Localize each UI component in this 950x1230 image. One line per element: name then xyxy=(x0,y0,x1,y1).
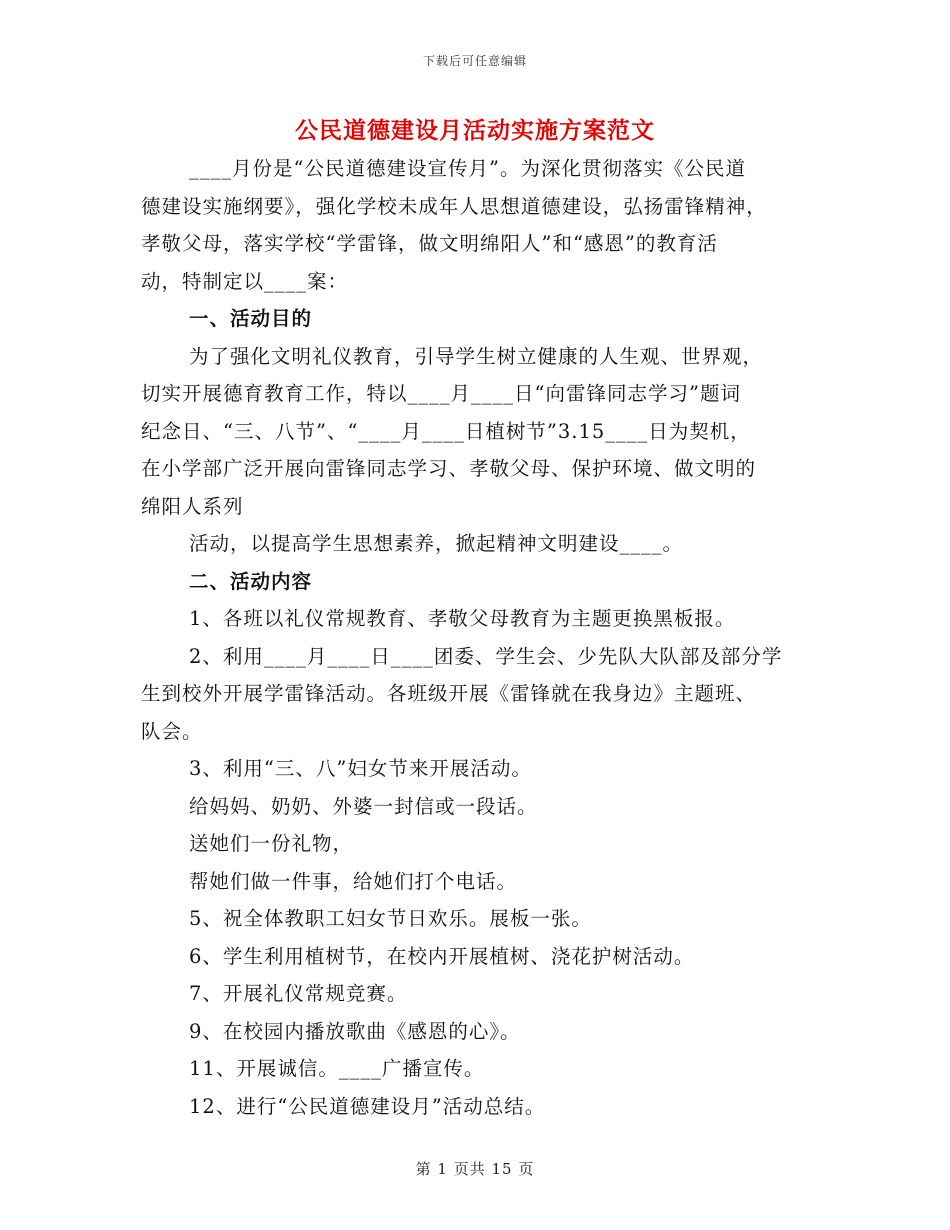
list-item: 1、各班以礼仪常规教育、孝敬父母教育为主题更换黑板报。 xyxy=(189,607,736,630)
header-note: 下载后可任意编辑 xyxy=(422,54,527,68)
paragraph-line: 孝敬父母，落实学校“学雷锋，做文明绵阳人”和“感恩”的教育活 xyxy=(141,232,718,255)
paragraph-line: 在小学部广泛开展向雷锋同志学习、孝敬父母、保护环境、做文明的 xyxy=(141,457,757,480)
paragraph-line: ____月份是“公民道德建设宣传月”。为深化贯彻落实《公民道 xyxy=(189,157,746,180)
paragraph-line: 活动，以提高学生思想素养，掀起精神文明建设____。 xyxy=(189,532,684,555)
list-item: 送她们一份礼物， xyxy=(189,832,354,855)
document-body xyxy=(141,150,809,1125)
list-item: 7、开展礼仪常规竞赛。 xyxy=(189,982,408,1005)
paragraph-line: 纪念日、“三、八节”、“____月____日植树节”3.15____日为契机， xyxy=(141,419,751,443)
paragraph-line: 动，特制定以____案： xyxy=(141,269,349,293)
list-item: 6、学生利用植树节，在校内开展植树、浇花护树活动。 xyxy=(189,944,695,968)
paragraph-line: 绵阳人系列 xyxy=(141,494,244,518)
paragraph-line: 为了强化文明礼仪教育，引导学生树立健康的人生观、世界观， xyxy=(189,344,764,368)
list-item: 2、利用____月____日____团委、学生会、少先队大队部及部分学 xyxy=(189,644,783,668)
list-item: 9、在校园内播放歌曲《感恩的心》。 xyxy=(189,1019,521,1043)
list-item: 11、开展诚信。____广播宣传。 xyxy=(189,1057,485,1080)
list-item: 12、进行“公民道德建设月”活动总结。 xyxy=(189,1094,546,1118)
paragraph-line: 切实开展德育教育工作，特以____月____日“向雷锋同志学习”题词 xyxy=(141,382,741,405)
section-heading-content: 二、活动内容 xyxy=(189,569,313,593)
list-item: 帮她们做一件事，给她们打个电话。 xyxy=(189,869,518,893)
list-item-continuation: 生到校外开展学雷锋活动。各班级开展《雷锋就在我身边》主题班、 xyxy=(141,682,757,705)
section-heading-purpose: 一、活动目的 xyxy=(189,307,313,330)
list-item-continuation: 队会。 xyxy=(141,719,203,743)
document-title: 公民道德建设月活动实施方案范文 xyxy=(295,117,655,144)
list-item: 给妈妈、奶奶、外婆一封信或一段话。 xyxy=(189,794,538,818)
list-item: 3、利用“三、八”妇女节来开展活动。 xyxy=(189,757,532,780)
page-number-footer: 第 1 页共 15 页 xyxy=(415,1160,535,1178)
paragraph-line: 德建设实施纲要》，强化学校未成年人思想道德建设，弘扬雷锋精神， xyxy=(141,194,767,218)
list-item: 5、祝全体教职工妇女节日欢乐。展板一张。 xyxy=(189,907,592,930)
